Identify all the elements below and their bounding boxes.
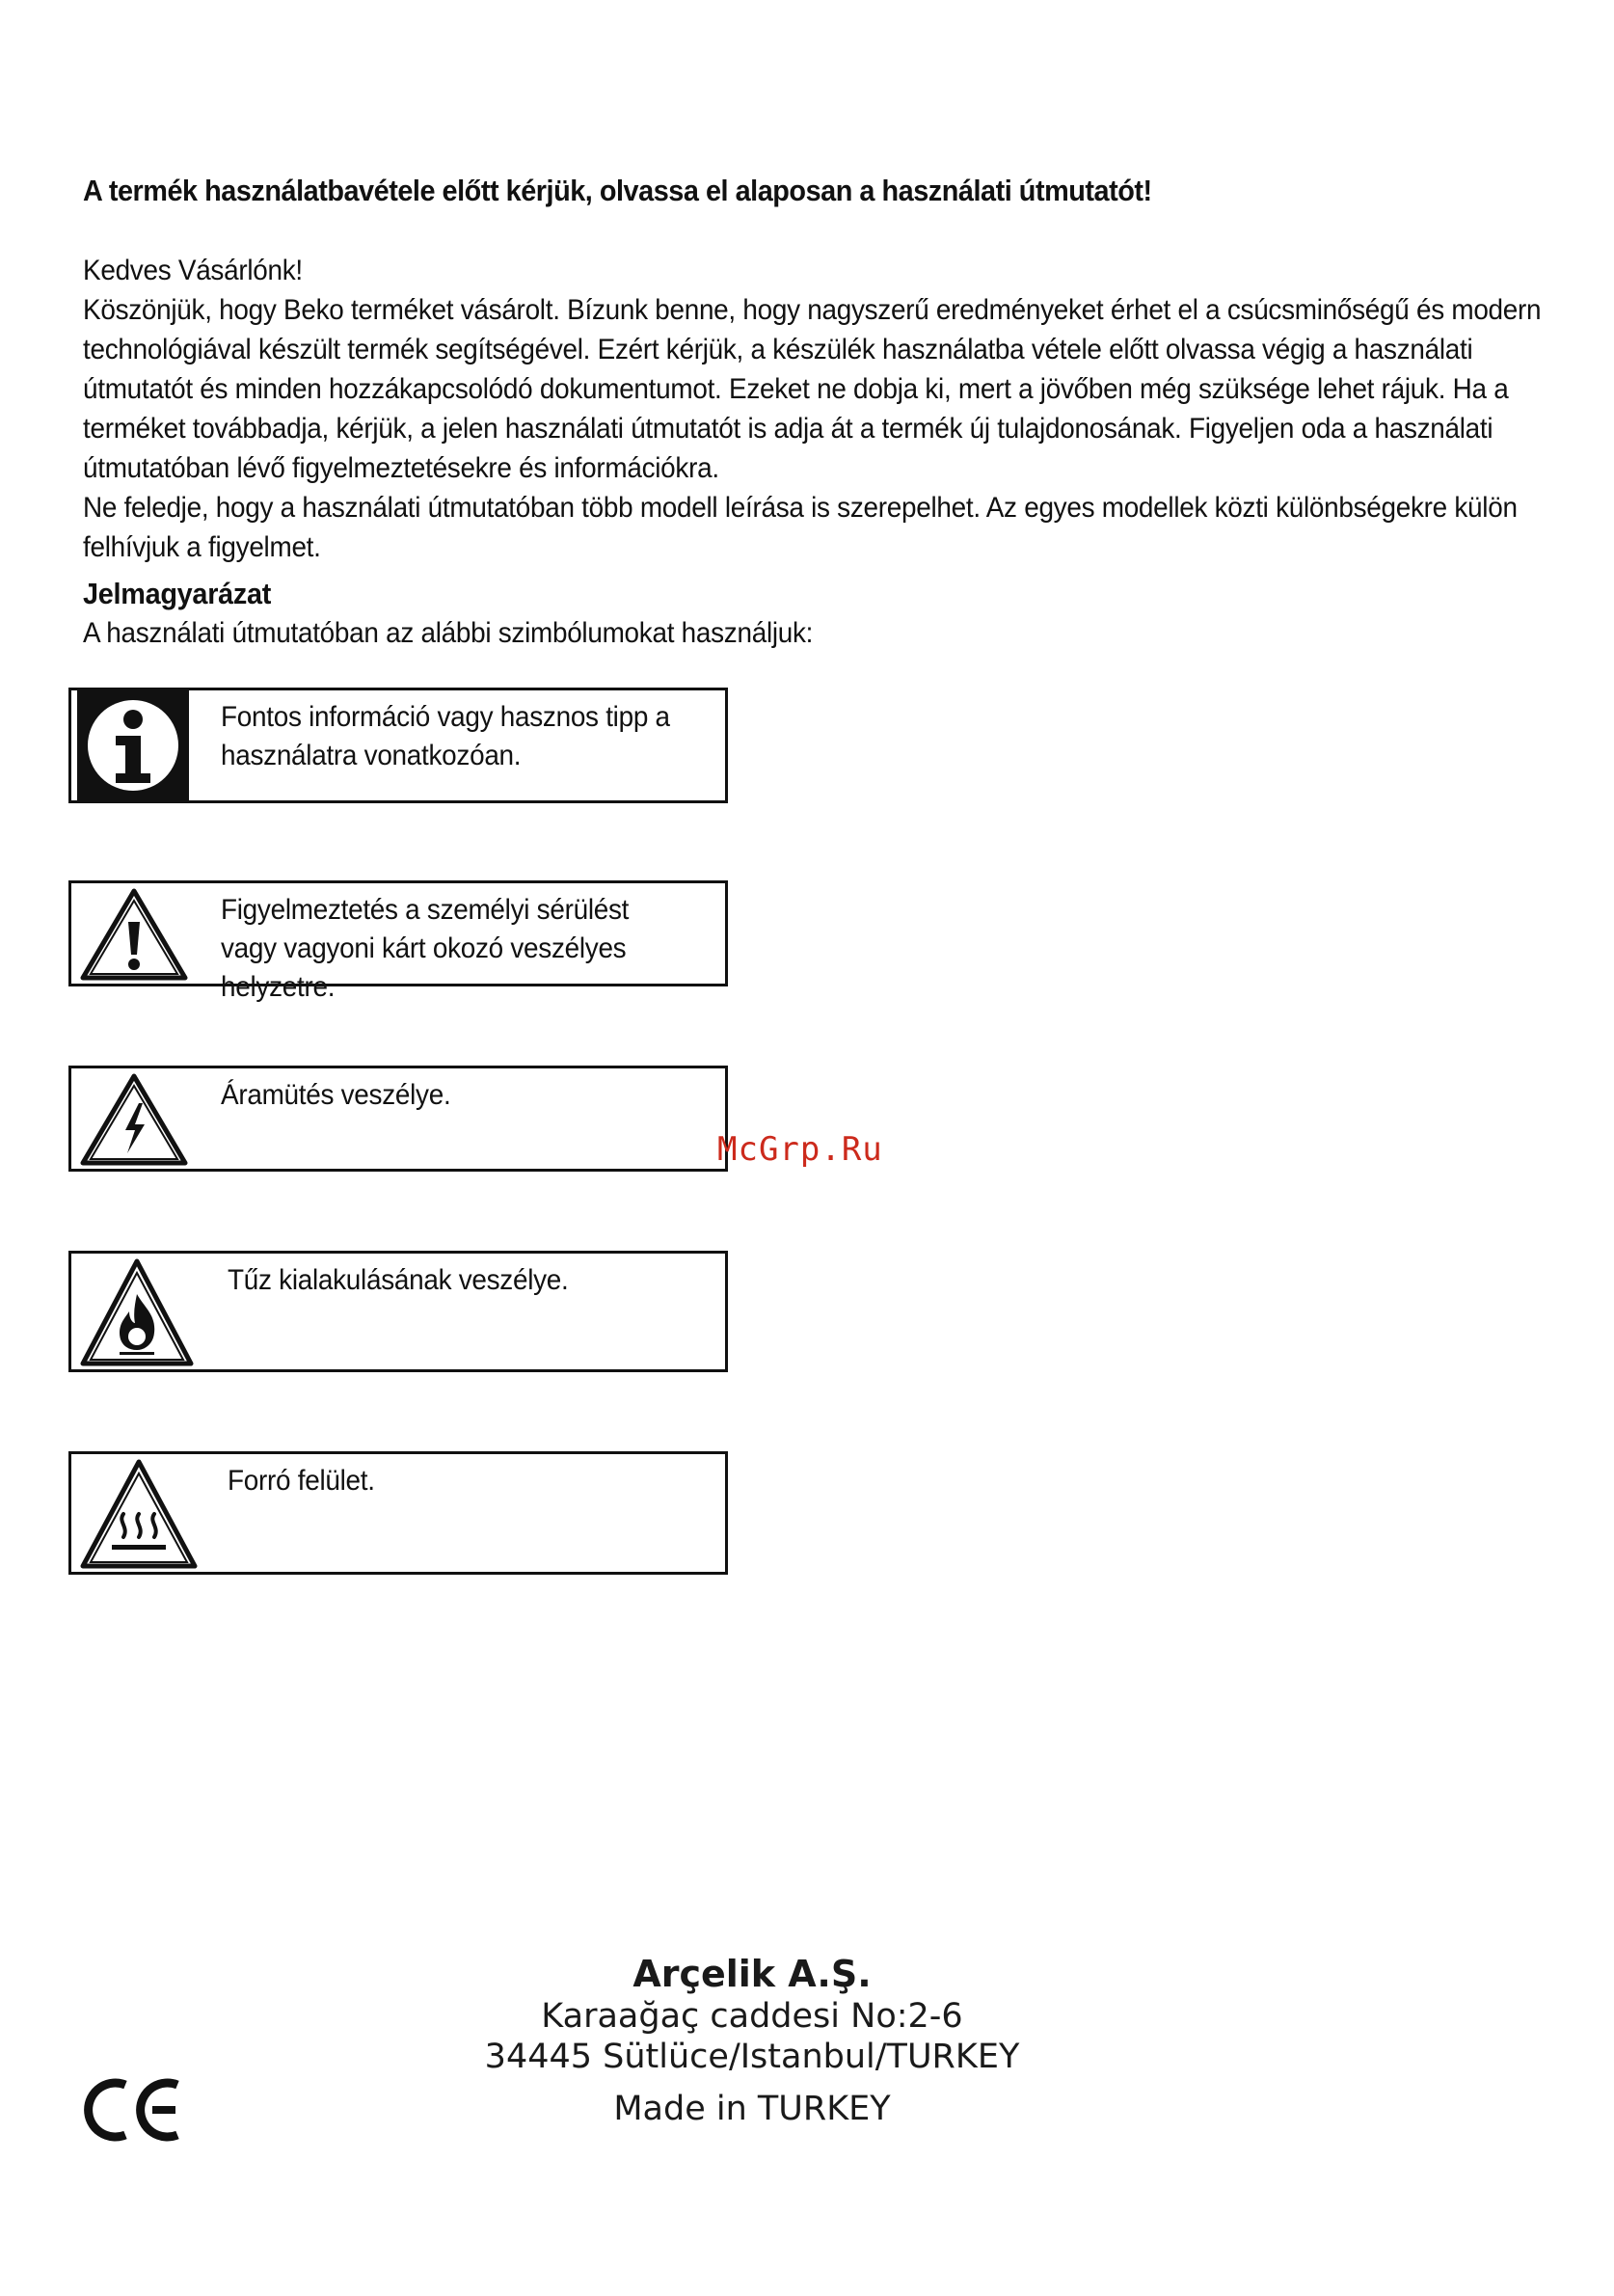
symbol-box-fire — [68, 1251, 728, 1372]
symbol-box-warning — [68, 880, 728, 1003]
made-in: Made in TURKEY — [613, 2090, 891, 2128]
symbol-text-electric: Áramütés veszélye. — [221, 1079, 451, 1111]
hot-surface-icon — [77, 1456, 201, 1577]
symbol-box-electric — [68, 1066, 728, 1172]
symbol-box-hot-surface — [68, 1451, 728, 1575]
symbol-text-hot-surface: Forró felület. — [228, 1465, 375, 1497]
models-note: Ne feledje, hogy a használati útmutatóban több modell leírása is szerepelhet. Az egyes modellek közti különbségekre külön felhívjuk a figyelmet. — [83, 492, 1518, 563]
intro-text — [83, 251, 1558, 567]
electric-shock-icon — [77, 1070, 191, 1174]
fire-hazard-icon — [77, 1256, 197, 1374]
symbol-text-fire: Tűz kialakulásának veszélye. — [228, 1264, 569, 1296]
street-address: Karaağaç caddesi No:2-6 — [541, 1997, 963, 2036]
warning-icon — [77, 885, 191, 988]
info-icon — [77, 690, 189, 805]
manufacturer-address — [482, 1952, 1022, 2129]
greeting: Kedves Vásárlónk! — [83, 255, 303, 286]
watermark: McGrp.Ru — [717, 1130, 883, 1169]
ce-mark-icon — [81, 2075, 187, 2149]
legend-intro: A használati útmutatóban az alábbi szimbólumokat használjuk: — [83, 617, 814, 649]
company-name: Arçelik A.Ş. — [632, 1953, 872, 1995]
symbol-box-info — [68, 688, 728, 803]
symbol-text-info: Fontos információ vagy hasznos tipp a használatra vonatkozóan. — [221, 701, 670, 771]
intro-paragraph: Köszönjük, hogy Beko terméket vásárolt. Bízunk benne, hogy nagyszerű eredményeket érhet el a csúcsminőségű és modern technológiával készült termék segítségével. Ezért kérjük, a készülék használatba vétele előtt olvassa végig a használati útmutatót és minden hozzákapcsolódó dokumentumot. Ezeket ne dobja ki, mert a jövőben még szüksége lehet rájuk. Ha a terméket továbbadja, kérjük, a jelen használati útmutatót is adja át a termék új tulajdonosának. Figyeljen oda a használati útmutatóban lévő figyelmeztetésekre és információkra. — [83, 294, 1542, 484]
symbol-text-warning: Figyelmeztetés a személyi sérülést vagy vagyoni kárt okozó veszélyes helyzetre. — [221, 894, 630, 1003]
page-heading: A termék használatbavétele előtt kérjük, olvassa el alaposan a használati útmutatót! — [83, 174, 1152, 207]
legend-title: Jelmagyarázat — [83, 577, 272, 610]
city-address: 34445 Sütlüce/Istanbul/TURKEY — [484, 2038, 1020, 2076]
